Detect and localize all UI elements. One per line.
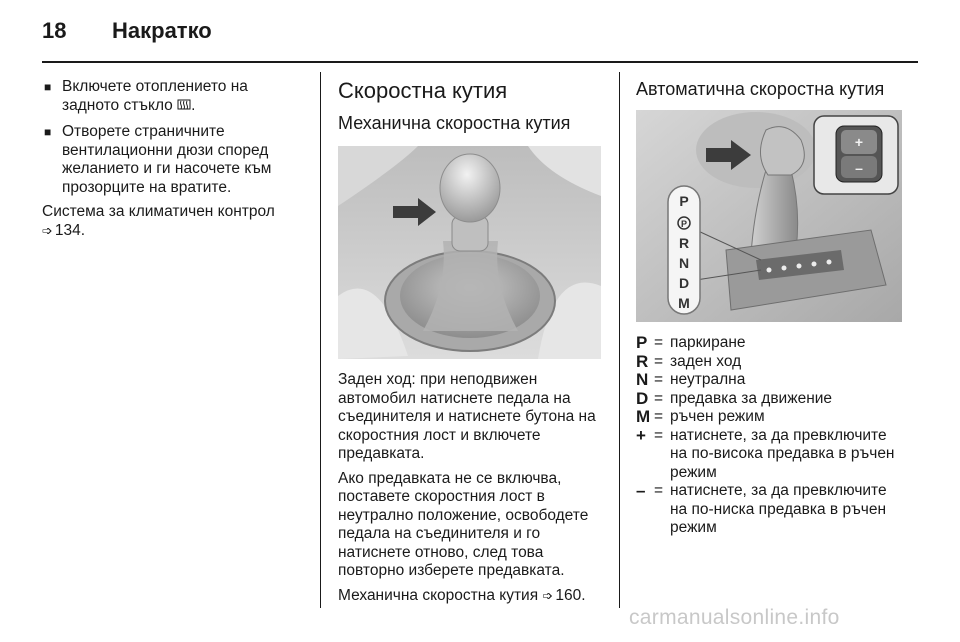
section-title: Скоростна кутия [338, 78, 508, 103]
legend-equals: = [654, 352, 664, 370]
bullet-text: Включете отоплението на задното стъкло [62, 78, 248, 114]
page-ref-arrow-icon: ➩ [42, 222, 53, 238]
automatic-gear-selector-illustration [636, 110, 902, 322]
legend-row [636, 371, 908, 390]
legend-desc: ръчен режим [670, 408, 765, 425]
legend-equals: = [654, 371, 664, 388]
svg-text:+: + [854, 134, 864, 150]
manual-gear-lever-illustration [338, 146, 601, 359]
bullet-square-icon: ■ [44, 125, 52, 139]
legend-desc: паркиране [670, 334, 746, 351]
legend-key: M [636, 407, 651, 426]
page-ref-arrow-icon: ➩ [542, 587, 554, 603]
paragraph-reverse-gear: Заден ход: при неподвижен автомобил натиснете педала на съединителя и натиснете бутона на скоростния лост и включете предавката. [338, 371, 596, 462]
legend-key: R [636, 351, 649, 371]
reference-label: Система за климатичен контрол [42, 203, 275, 220]
svg-text:–: – [855, 160, 863, 176]
selector-d: D [678, 275, 690, 291]
legend-key: D [636, 388, 649, 408]
legend-desc: натиснете, за да превключите на по-ниска предавка в ръчен режим [670, 482, 887, 536]
legend-equals: = [654, 334, 664, 351]
column-middle [338, 78, 603, 611]
column-divider [320, 72, 321, 608]
legend-equals: = [654, 482, 664, 499]
column-right [636, 78, 908, 538]
page-number: 18 [42, 18, 67, 43]
page-header [0, 0, 960, 60]
reference-page: 160. [555, 586, 586, 604]
list-item [42, 123, 304, 197]
legend-row [636, 482, 908, 538]
selector-p: P [679, 193, 689, 209]
legend-row [636, 408, 908, 427]
column-left [42, 78, 304, 246]
legend-key: P [636, 333, 648, 352]
header-divider [42, 61, 918, 63]
bullet-square-icon: ■ [44, 80, 52, 94]
legend-row [636, 390, 908, 409]
cross-reference[interactable] [42, 203, 304, 240]
bullet-text: Отворете страничните вентилационни дюзи според желанието и ги насочете към прозорците на вратите. [62, 123, 272, 196]
legend-desc: натиснете, за да превключите на по-висока предавка в ръчен режим [670, 426, 895, 481]
reference-label: Механична скоростна кутия [338, 586, 539, 604]
legend-desc: предавка за движение [670, 389, 833, 407]
reference-page: 134. [54, 221, 86, 239]
svg-text:P: P [680, 219, 688, 229]
subsection-title: Автоматична скоростна кутия [636, 79, 885, 99]
legend-equals: = [654, 408, 664, 425]
subsection-title: Механична скоростна кутия [338, 113, 571, 133]
cross-reference[interactable] [338, 587, 603, 606]
selector-legend [636, 334, 908, 538]
paragraph-gear-not-engaging: Ако предавката не се включва, поставете скоростния лост в неутрално положение, освободете педала на съединителя и го натиснете отново, след това повторно изберете предавката. [338, 469, 589, 579]
list-item [42, 78, 304, 117]
legend-row [636, 427, 908, 483]
legend-key: N [636, 370, 649, 389]
bullet-suffix: . [191, 96, 196, 114]
selector-r: R [678, 235, 690, 251]
watermark: carmanualsonline.info [629, 606, 840, 629]
legend-equals: = [654, 426, 664, 444]
legend-desc: неутрална [670, 371, 746, 388]
legend-desc: заден ход [670, 352, 742, 370]
legend-key: + [636, 425, 646, 445]
rear-window-heating-icon [177, 98, 191, 118]
legend-row [636, 334, 908, 353]
legend-row [636, 353, 908, 372]
legend-key: – [636, 481, 646, 500]
legend-equals: = [654, 389, 664, 407]
selector-n: N [678, 255, 690, 271]
selector-m: M [678, 295, 690, 311]
page-title: Накратко [112, 18, 212, 43]
column-divider [619, 72, 620, 608]
